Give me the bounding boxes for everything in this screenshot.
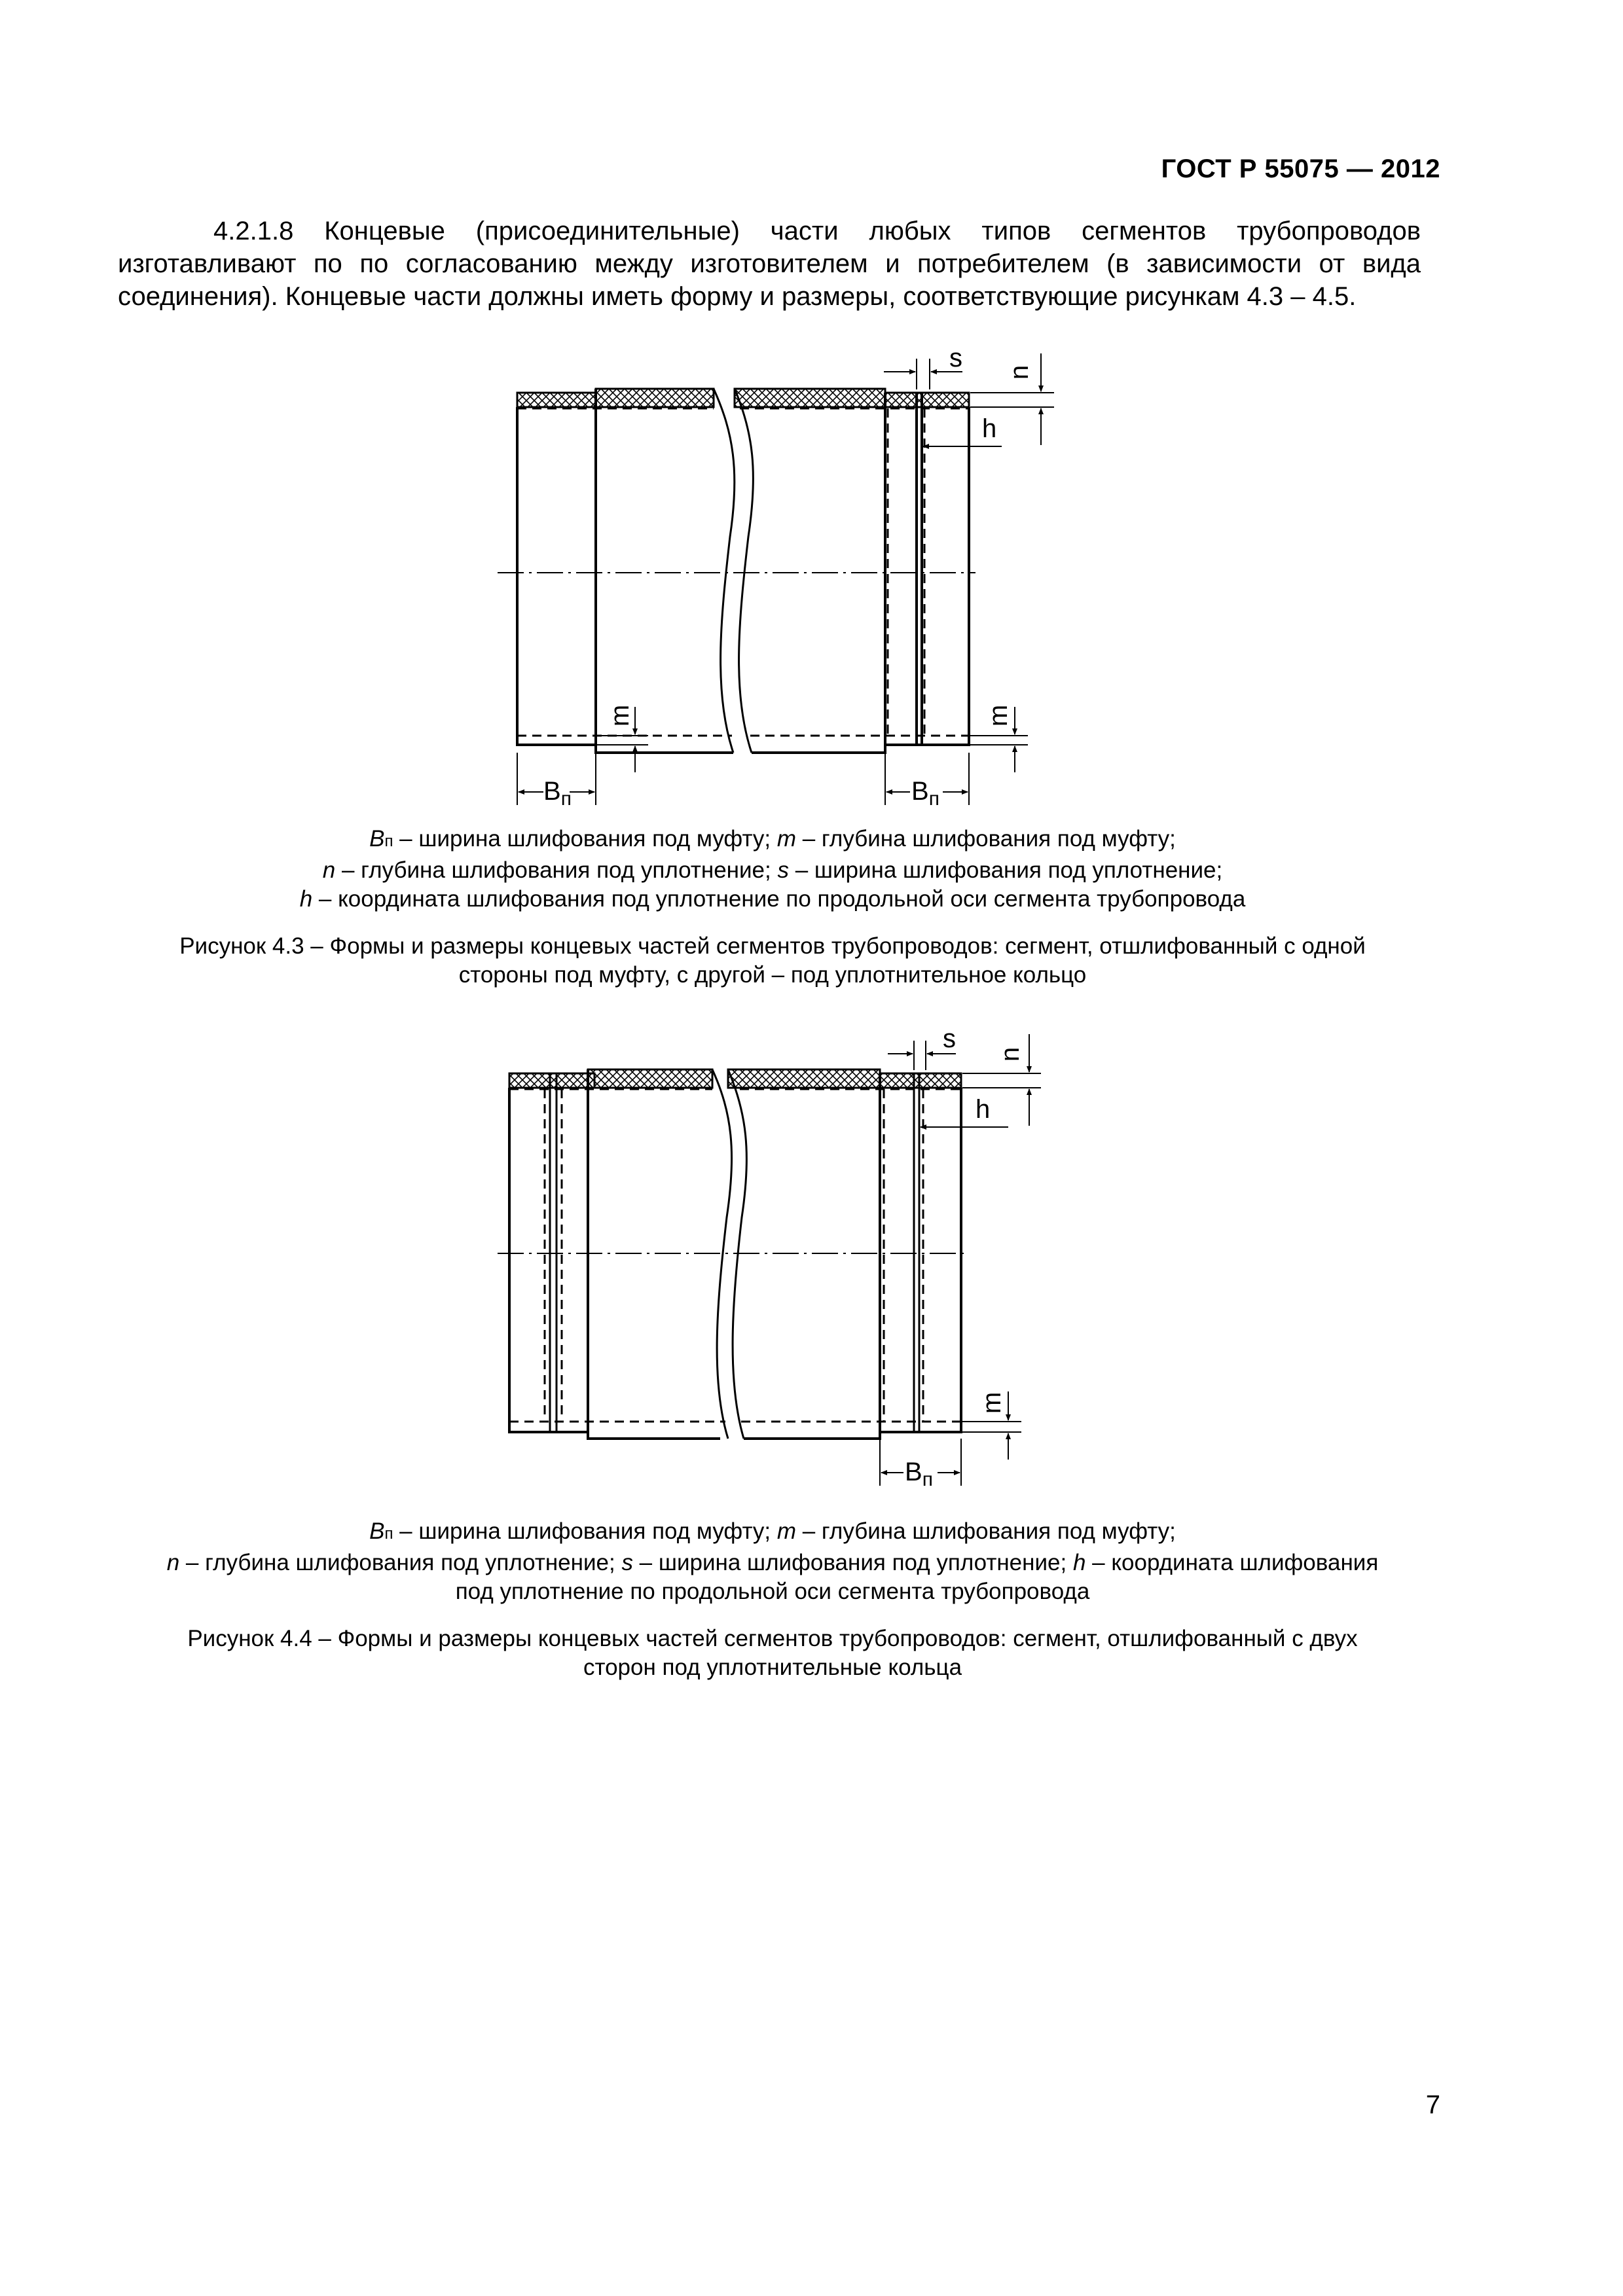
outline-right <box>744 1088 961 1439</box>
pipe-wall-hatch-end <box>880 1073 961 1088</box>
label-s: s <box>943 1024 956 1053</box>
outline-right <box>752 407 969 753</box>
dashed-left-grooves <box>545 1089 562 1420</box>
document-header: ГОСТ Р 55075 — 2012 <box>1161 154 1440 183</box>
pipe-wall-hatch-left <box>517 393 596 407</box>
figure-4-3-legend <box>118 825 1427 914</box>
label-bp-left: $B_п$ <box>543 777 572 810</box>
pipe-wall-hatch-left <box>509 1073 594 1088</box>
legend-line-2: n – глубина шлифования под уплотнение; s – ширина шлифования под уплотнение; h – координата шлифования <box>166 1550 1379 1575</box>
label-s: s <box>949 344 962 372</box>
caption-line-1: Рисунок 4.4 – Формы и размеры концевых частей сегментов трубопроводов: сегмент, отшлифованный с двух <box>187 1626 1358 1651</box>
pipe-wall-hatch-end <box>885 393 969 407</box>
outline-left <box>509 1088 720 1439</box>
pipe-wall-hatch-right <box>735 389 885 407</box>
pipe-wall-hatch-left2 <box>596 389 714 407</box>
label-h: h <box>976 1095 991 1124</box>
pipe-wall-hatch-left2 <box>588 1069 712 1088</box>
break-curve-2 <box>735 389 753 753</box>
legend-line-2: n – глубина шлифования под уплотнение; s – ширина шлифования под уплотнение; <box>322 857 1223 883</box>
outline-left <box>517 407 733 753</box>
caption-line-1: Рисунок 4.3 – Формы и размеры концевых частей сегментов трубопроводов: сегмент, отшлифованный с одной <box>179 933 1366 959</box>
break-curve-1 <box>714 389 735 753</box>
legend-line-3: под уплотнение по продольной оси сегмента трубопровода <box>455 1579 1090 1604</box>
label-h: h <box>982 414 997 443</box>
legend-line-3: h – координата шлифования под уплотнение по продольной оси сегмента трубопровода <box>299 886 1246 912</box>
label-n: n <box>1005 365 1034 380</box>
figure-4-4-drawing <box>498 1034 1041 1486</box>
label-n: n <box>996 1047 1025 1062</box>
legend-line-1: Вп – ширина шлифования под муфту; m – глубина шлифования под муфту; <box>369 826 1176 852</box>
figure-4-3-labels <box>543 344 1034 810</box>
dashed-right-grooves <box>884 1089 923 1422</box>
label-m-left: m <box>606 704 634 726</box>
legend-line-1: Вп – ширина шлифования под муфту; m – глубина шлифования под муфту; <box>369 1518 1176 1544</box>
paragraph-text: 4.2.1.8 Концевые (присоединительные) части любых типов сегментов трубопроводов изготавливают по по согласованию между изготовителем и потребителем (в зависимости от вида соединения). Концевые части должны иметь форму и размеры, соответствующие рисункам 4.3 – 4.5. <box>118 217 1421 311</box>
caption-line-2: стороны под муфту, с другой – под уплотнительное кольцо <box>458 962 1087 988</box>
figure-4-3-drawing <box>498 353 1054 805</box>
label-m-right: m <box>977 1391 1006 1414</box>
figure-4-4-legend <box>118 1517 1427 1606</box>
label-m-right: m <box>984 704 1013 726</box>
figure-4-3-caption <box>118 932 1427 990</box>
page-number: 7 <box>1425 2090 1440 2119</box>
label-bp-right: $B_п$ <box>911 777 939 810</box>
label-bp-right: $B_п$ <box>905 1458 933 1490</box>
caption-line-2: сторон под уплотнительные кольца <box>583 1655 962 1680</box>
pipe-wall-hatch-right <box>728 1069 880 1088</box>
figure-4-4-caption <box>118 1624 1427 1682</box>
